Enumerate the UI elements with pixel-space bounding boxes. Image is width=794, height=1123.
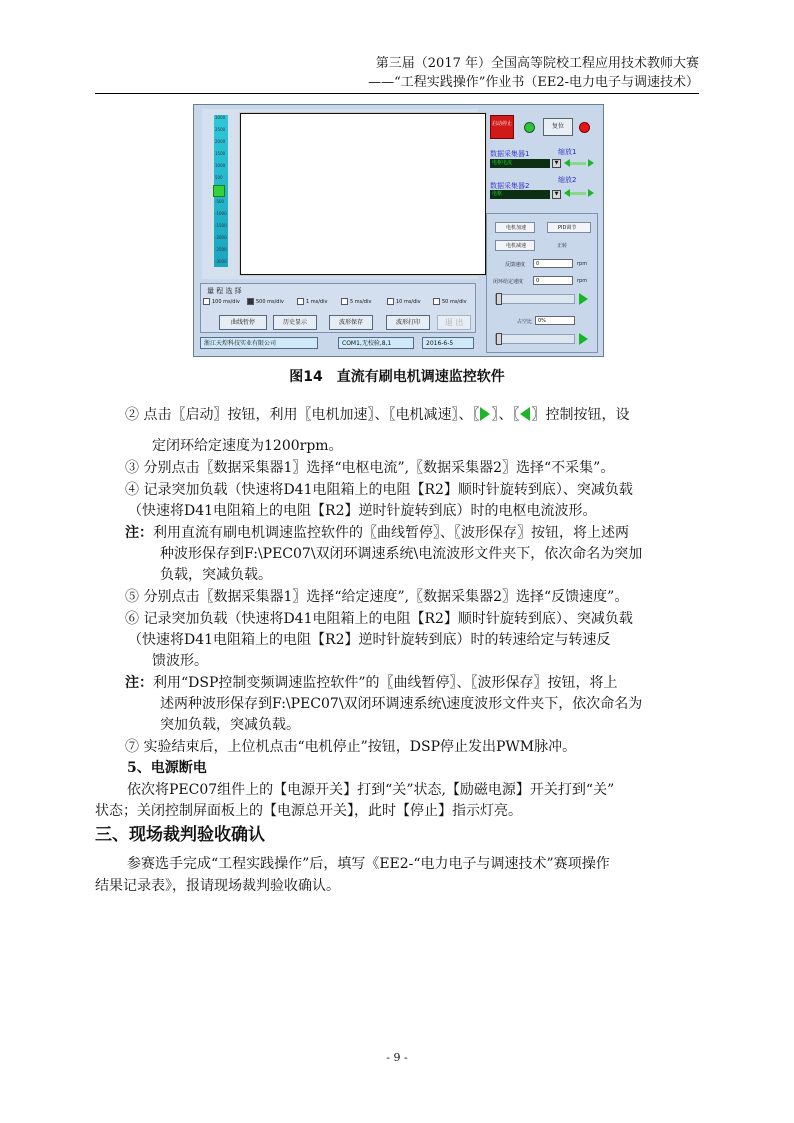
setpoint-speed-field: 0 — [533, 276, 573, 285]
feedback-speed-field: 0 — [533, 259, 573, 268]
fault-indicator-icon — [579, 122, 590, 133]
header-rule — [95, 93, 699, 94]
step-6-line-1: ⑥ 记录突加负载（快速将D41电阻箱上的电阻【R2】顺时针旋转到底）、突减负载 — [125, 611, 633, 627]
range-option-label: 1 ms/div — [306, 298, 328, 305]
scale-tick-label: -1500 — [215, 223, 227, 228]
step-3-line: ③ 分别点击〖数据采集器1〗选择“电枢电流”,〖数据采集器2〗选择“不采集”。 — [125, 460, 615, 476]
range-option[interactable] — [203, 298, 240, 305]
range-checkbox[interactable] — [433, 298, 440, 305]
step-6-line-2: （快速将D41电阻箱上的电阻【R2】逆时针旋转到底）时的转速给定与转速反 — [128, 632, 611, 648]
collector2-select[interactable]: 电枢 — [490, 190, 550, 199]
duty-slider[interactable] — [495, 334, 575, 344]
section-3-heading: 三、现场裁判验收确认 — [95, 825, 265, 845]
step-2-line-2: 定闭环给定速度为1200rpm。 — [152, 438, 343, 454]
exit-button[interactable]: 退 出 — [437, 315, 471, 330]
duty-cycle-label: 占空比 — [517, 319, 533, 325]
collector1-dropdown-icon[interactable]: ▼ — [552, 159, 561, 168]
page-header — [95, 54, 699, 92]
scale-tick-label: -3000 — [215, 259, 227, 264]
control-panel — [486, 109, 600, 353]
waveform-area — [202, 109, 478, 279]
waveform-save-button[interactable]: 波形保存 — [329, 315, 373, 330]
range-checkbox[interactable] — [247, 298, 254, 305]
pid-adjust-button[interactable]: PID调节 — [547, 222, 591, 233]
note-2-line-2: 述两种波形保存到F:\PEC07\双闭环调速系统\速度波形文件夹下，依次命名为 — [160, 696, 643, 712]
power-off-line-2: 状态；关闭控制屏面板上的【电源总开关】，此时【停止】指示灯亮。 — [95, 803, 522, 819]
setpoint-increase-icon[interactable] — [579, 293, 588, 305]
range-option-label: 10 ms/div — [396, 298, 421, 305]
step-5-line: ⑤ 分别点击〖数据采集器1〗选择“给定速度”,〖数据采集器2〗选择“反馈速度”。 — [125, 589, 629, 605]
figure-caption: 图14 直流有刷电机调速监控软件 — [289, 369, 505, 385]
company-status: 浙江天煌科技实业有限公司 — [200, 337, 318, 349]
setpoint-slider[interactable] — [495, 294, 575, 304]
note-2-line-3: 突加负载，突减负载。 — [160, 717, 300, 733]
scale-tick-label: 2500 — [215, 127, 226, 132]
forward-label: 正转 — [557, 243, 568, 249]
range-option[interactable] — [433, 298, 467, 305]
step-2-text-b: 〗、〖 — [491, 407, 520, 423]
note-2-marker: 注： — [125, 675, 153, 691]
setpoint-slider-thumb[interactable] — [496, 293, 502, 305]
duty-cycle-field: 0% — [535, 316, 575, 325]
rpm-unit-1: rpm — [577, 261, 588, 267]
range-option[interactable] — [387, 298, 421, 305]
rpm-unit-2: rpm — [577, 278, 588, 284]
range-option-label: 50 ms/div — [442, 298, 467, 305]
monitor-software-screenshot — [193, 104, 604, 357]
waveform-plot — [240, 113, 486, 275]
scale-tick-label: 1000 — [215, 163, 226, 168]
header-line-1: 第三届（2017 年）全国高等院校工程应用技术教师大赛 — [375, 56, 699, 71]
zoom1-label: 缩放1 — [558, 148, 577, 156]
scale-tick-label: -1000 — [215, 211, 227, 216]
zoom1-slider[interactable] — [570, 162, 586, 165]
range-checkbox[interactable] — [341, 298, 348, 305]
page-number: - 9 - — [386, 1051, 408, 1064]
decrease-triangle-icon — [520, 407, 530, 421]
header-line-2: ——“工程实践操作”作业书（EE2-电力电子与调速技术） — [368, 75, 699, 90]
note-1-line-1 — [125, 523, 629, 543]
note-1-marker: 注： — [125, 525, 153, 541]
curve-pause-button[interactable]: 曲线暂停 — [219, 315, 267, 330]
step-2-line-1 — [125, 405, 629, 425]
collector2-dropdown-icon[interactable]: ▼ — [552, 190, 561, 199]
scale-slider-thumb[interactable] — [213, 185, 225, 197]
power-off-heading: 5、电源断电 — [127, 760, 207, 776]
speed-control-panel — [486, 213, 598, 353]
range-title: 量 程 选 择 — [207, 287, 242, 295]
range-option[interactable] — [341, 298, 371, 305]
note-2-text: 利用“DSP控制变频调速监控软件”的〖曲线暂停〗、〖波形保存〗按钮，将上 — [153, 675, 618, 691]
scale-tick-label: -500 — [215, 199, 225, 204]
section-3-para-line-1: 参赛选手完成“工程实践操作”后，填写《EE2-“电力电子与调速技术”赛项操作 — [127, 856, 610, 872]
range-option-label: 5 ms/div — [350, 298, 372, 305]
step-2-text-a: ② 点击〖启动〗按钮，利用〖电机加速〗、〖电机减速〗、〖 — [125, 407, 480, 423]
increase-triangle-icon — [480, 407, 490, 421]
scale-tick-label: 500 — [215, 175, 223, 180]
motor-decelerate-button[interactable]: 电机减速 — [495, 240, 535, 251]
history-display-button[interactable]: 历史显示 — [273, 315, 317, 330]
power-off-line-1: 依次将PEC07组件上的【电源开关】打到“关”状态,【励磁电源】开关打到“关” — [127, 782, 615, 798]
zoom2-label: 缩放2 — [558, 176, 577, 184]
date-status: 2016-6-5 — [422, 337, 474, 349]
scale-tick-label: -2500 — [215, 247, 227, 252]
note-1-line-3: 负载，突减负载。 — [160, 567, 272, 583]
port-status: COM1,无校验,8,1 — [338, 337, 414, 349]
run-indicator-icon — [524, 122, 535, 133]
collector2-label: 数据采集器2 — [490, 182, 530, 190]
start-stop-button[interactable]: 启动停止 — [490, 115, 514, 139]
zoom2-right-icon[interactable] — [588, 189, 594, 197]
duty-increase-icon[interactable] — [579, 333, 588, 345]
range-selection-panel — [200, 283, 476, 333]
range-checkbox[interactable] — [387, 298, 394, 305]
scale-tick-label: -2000 — [215, 235, 227, 240]
step-4-line-2: （快速将D41电阻箱上的电阻【R2】逆时针旋转到底）时的电枢电流波形。 — [128, 503, 597, 519]
range-option[interactable] — [247, 298, 284, 305]
step-7-line: ⑦ 实验结束后，上位机点击“电机停止”按钮，DSP停止发出PWM脉冲。 — [125, 739, 577, 755]
step-6-line-3: 馈波形。 — [152, 653, 208, 669]
range-option-label: 500 ms/div — [256, 298, 284, 305]
duty-slider-thumb[interactable] — [496, 333, 502, 345]
zoom2-slider[interactable] — [570, 192, 586, 195]
note-1-text: 利用直流有刷电机调速监控软件的〖曲线暂停〗、〖波形保存〗按钮，将上述两 — [153, 525, 629, 541]
setpoint-speed-label: 闭环给定速度 — [493, 279, 524, 285]
motor-accelerate-button[interactable]: 电机加速 — [495, 222, 535, 233]
range-option[interactable] — [297, 298, 327, 305]
feedback-speed-label: 反馈速度 — [505, 262, 526, 268]
step-2-text-c: 〗控制按钮，设 — [531, 407, 630, 423]
range-option-label: 100 ms/div — [212, 298, 240, 305]
zoom1-right-icon[interactable] — [588, 159, 594, 167]
scale-tick-label: 2000 — [215, 139, 226, 144]
waveform-print-button[interactable]: 波形打印 — [386, 315, 430, 330]
step-4-line-1: ④ 记录突加负载（快速将D41电阻箱上的电阻【R2】顺时针旋转到底）、突减负载 — [125, 482, 633, 498]
collector1-select[interactable]: 电枢电流 — [490, 159, 550, 168]
scale-tick-label: 3000 — [215, 115, 226, 120]
note-2-line-1 — [125, 673, 618, 693]
scale-tick-label: 1500 — [215, 151, 226, 156]
range-checkbox[interactable] — [297, 298, 304, 305]
range-checkbox[interactable] — [203, 298, 210, 305]
note-1-line-2: 种波形保存到F:\PEC07\双闭环调速系统\电流波形文件夹下，依次命名为突加 — [160, 546, 643, 562]
section-3-para-line-2: 结果记录表》，报请现场裁判验收确认。 — [95, 878, 340, 894]
collector1-label: 数据采集器1 — [490, 150, 530, 158]
reset-button[interactable]: 复位 — [543, 118, 573, 136]
